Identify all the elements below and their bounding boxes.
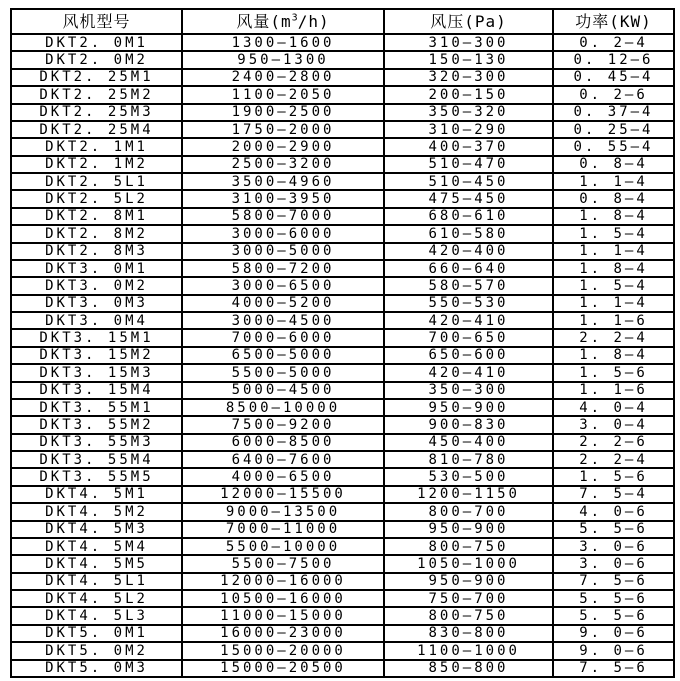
cell-pressure: 200—150 bbox=[384, 86, 553, 103]
cell-pressure: 580—570 bbox=[384, 277, 553, 294]
cell-power: 1. 1—6 bbox=[553, 382, 674, 399]
table-row bbox=[11, 156, 674, 173]
cell-power: 9. 0—6 bbox=[553, 625, 674, 642]
cell-pressure: 850—800 bbox=[384, 660, 553, 678]
cell-power: 1. 5—6 bbox=[553, 468, 674, 485]
cell-pressure: 800—700 bbox=[384, 503, 553, 520]
cell-power: 4. 0—4 bbox=[553, 399, 674, 416]
cell-pressure: 150—130 bbox=[384, 51, 553, 68]
table-body bbox=[11, 34, 674, 677]
cell-power: 0. 2—6 bbox=[553, 86, 674, 103]
table-row bbox=[11, 468, 674, 485]
cell-model: DKT3. 55M4 bbox=[11, 451, 182, 468]
cell-model: DKT2. 25M1 bbox=[11, 69, 182, 86]
cell-power: 7. 5—6 bbox=[553, 573, 674, 590]
cell-pressure: 510—450 bbox=[384, 173, 553, 190]
cell-model: DKT5. 0M1 bbox=[11, 625, 182, 642]
cell-volume: 3000—6500 bbox=[182, 277, 384, 294]
cell-model: DKT2. 8M2 bbox=[11, 225, 182, 242]
cell-volume: 1900—2500 bbox=[182, 104, 384, 121]
cell-volume: 1300—1600 bbox=[182, 34, 384, 51]
cell-model: DKT4. 5M2 bbox=[11, 503, 182, 520]
cell-power: 0. 55—4 bbox=[553, 138, 674, 155]
table-row bbox=[11, 243, 674, 260]
cell-model: DKT3. 0M4 bbox=[11, 312, 182, 329]
cell-volume: 1100—2050 bbox=[182, 86, 384, 103]
table-row bbox=[11, 364, 674, 381]
table-row bbox=[11, 555, 674, 572]
cell-volume: 8500—10000 bbox=[182, 399, 384, 416]
cell-power: 1. 8—4 bbox=[553, 260, 674, 277]
cell-power: 0. 25—4 bbox=[553, 121, 674, 138]
cell-model: DKT3. 0M3 bbox=[11, 295, 182, 312]
cell-pressure: 510—470 bbox=[384, 156, 553, 173]
cell-model: DKT4. 5M1 bbox=[11, 486, 182, 503]
table-row bbox=[11, 277, 674, 294]
cell-model: DKT2. 8M3 bbox=[11, 243, 182, 260]
cell-model: DKT4. 5L2 bbox=[11, 590, 182, 607]
cell-power: 1. 1—4 bbox=[553, 243, 674, 260]
table-row bbox=[11, 434, 674, 451]
cell-power: 0. 2—4 bbox=[553, 34, 674, 51]
cell-power: 5. 5—6 bbox=[553, 521, 674, 538]
cell-model: DKT4. 5L1 bbox=[11, 573, 182, 590]
fan-spec-table bbox=[10, 8, 675, 678]
table-row bbox=[11, 642, 674, 659]
table-row bbox=[11, 660, 674, 678]
cell-power: 0. 8—4 bbox=[553, 156, 674, 173]
cell-pressure: 320—300 bbox=[384, 69, 553, 86]
cell-pressure: 475—450 bbox=[384, 190, 553, 207]
table-row bbox=[11, 69, 674, 86]
cell-pressure: 400—370 bbox=[384, 138, 553, 155]
table-row bbox=[11, 486, 674, 503]
cell-power: 3. 0—6 bbox=[553, 538, 674, 555]
cell-pressure: 310—290 bbox=[384, 121, 553, 138]
table-row bbox=[11, 34, 674, 51]
table-row bbox=[11, 590, 674, 607]
cell-pressure: 750—700 bbox=[384, 590, 553, 607]
cell-pressure: 950—900 bbox=[384, 573, 553, 590]
cell-pressure: 650—600 bbox=[384, 347, 553, 364]
table-row bbox=[11, 538, 674, 555]
cell-model: DKT3. 15M3 bbox=[11, 364, 182, 381]
cell-pressure: 550—530 bbox=[384, 295, 553, 312]
table-row bbox=[11, 138, 674, 155]
header-volume bbox=[182, 9, 384, 34]
cell-model: DKT5. 0M2 bbox=[11, 642, 182, 659]
cell-volume: 3000—6000 bbox=[182, 225, 384, 242]
cell-pressure: 420—410 bbox=[384, 364, 553, 381]
cell-volume: 5500—10000 bbox=[182, 538, 384, 555]
table-row bbox=[11, 521, 674, 538]
cell-model: DKT4. 5M3 bbox=[11, 521, 182, 538]
cell-power: 3. 0—4 bbox=[553, 416, 674, 433]
cell-pressure: 530—500 bbox=[384, 468, 553, 485]
cell-model: DKT3. 15M4 bbox=[11, 382, 182, 399]
table-row bbox=[11, 451, 674, 468]
cell-model: DKT2. 1M2 bbox=[11, 156, 182, 173]
cell-pressure: 660—640 bbox=[384, 260, 553, 277]
cell-volume: 2500—3200 bbox=[182, 156, 384, 173]
cell-volume: 6500—5000 bbox=[182, 347, 384, 364]
header-volume-suffix: /h) bbox=[297, 11, 330, 31]
header-row bbox=[11, 9, 674, 34]
cell-power: 1. 5—4 bbox=[553, 277, 674, 294]
cell-power: 2. 2—4 bbox=[553, 451, 674, 468]
cell-power: 1. 1—4 bbox=[553, 295, 674, 312]
cell-model: DKT2. 25M3 bbox=[11, 104, 182, 121]
table-row bbox=[11, 295, 674, 312]
cell-volume: 15000—20500 bbox=[182, 660, 384, 678]
cell-pressure: 950—900 bbox=[384, 399, 553, 416]
cell-power: 1. 5—6 bbox=[553, 364, 674, 381]
cell-pressure: 800—750 bbox=[384, 607, 553, 624]
cell-volume: 16000—23000 bbox=[182, 625, 384, 642]
cell-power: 3. 0—6 bbox=[553, 555, 674, 572]
cell-pressure: 800—750 bbox=[384, 538, 553, 555]
cell-model: DKT3. 55M3 bbox=[11, 434, 182, 451]
cell-volume: 15000—20000 bbox=[182, 642, 384, 659]
header-model: 风机型号 bbox=[11, 9, 182, 34]
cell-pressure: 830—800 bbox=[384, 625, 553, 642]
table-row bbox=[11, 329, 674, 346]
header-power: 功率(KW) bbox=[553, 9, 674, 34]
cell-volume: 9000—13500 bbox=[182, 503, 384, 520]
cell-volume: 5800—7200 bbox=[182, 260, 384, 277]
table-row bbox=[11, 104, 674, 121]
cell-pressure: 950—900 bbox=[384, 521, 553, 538]
cell-volume: 6000—8500 bbox=[182, 434, 384, 451]
cell-model: DKT3. 55M2 bbox=[11, 416, 182, 433]
cell-power: 9. 0—6 bbox=[553, 642, 674, 659]
cell-pressure: 420—410 bbox=[384, 312, 553, 329]
cell-pressure: 1050—1000 bbox=[384, 555, 553, 572]
header-pressure: 风压(Pa) bbox=[384, 9, 553, 34]
table-row bbox=[11, 225, 674, 242]
table-row bbox=[11, 416, 674, 433]
cell-model: DKT2. 1M1 bbox=[11, 138, 182, 155]
cell-pressure: 900—830 bbox=[384, 416, 553, 433]
cell-volume: 7000—6000 bbox=[182, 329, 384, 346]
cell-volume: 4000—5200 bbox=[182, 295, 384, 312]
table-row bbox=[11, 208, 674, 225]
cell-model: DKT5. 0M3 bbox=[11, 660, 182, 678]
cell-volume: 5000—4500 bbox=[182, 382, 384, 399]
cell-model: DKT2. 8M1 bbox=[11, 208, 182, 225]
header-volume-prefix: 风量(m bbox=[236, 11, 292, 31]
cell-model: DKT2. 5L1 bbox=[11, 173, 182, 190]
cell-volume: 12000—16000 bbox=[182, 573, 384, 590]
cell-power: 2. 2—4 bbox=[553, 329, 674, 346]
table-row bbox=[11, 173, 674, 190]
cell-volume: 950—1300 bbox=[182, 51, 384, 68]
cell-power: 0. 12—6 bbox=[553, 51, 674, 68]
cell-volume: 4000—6500 bbox=[182, 468, 384, 485]
cell-model: DKT2. 5L2 bbox=[11, 190, 182, 207]
cell-volume: 12000—15500 bbox=[182, 486, 384, 503]
cell-power: 0. 8—4 bbox=[553, 190, 674, 207]
cell-volume: 2000—2900 bbox=[182, 138, 384, 155]
cell-volume: 3100—3950 bbox=[182, 190, 384, 207]
cell-power: 1. 8—4 bbox=[553, 347, 674, 364]
cell-volume: 5800—7000 bbox=[182, 208, 384, 225]
cell-model: DKT2. 0M1 bbox=[11, 34, 182, 51]
table-row bbox=[11, 86, 674, 103]
table-row bbox=[11, 625, 674, 642]
cell-power: 1. 1—4 bbox=[553, 173, 674, 190]
cell-model: DKT4. 5L3 bbox=[11, 607, 182, 624]
table-row bbox=[11, 312, 674, 329]
table-row bbox=[11, 51, 674, 68]
cell-power: 1. 5—4 bbox=[553, 225, 674, 242]
cell-model: DKT3. 55M1 bbox=[11, 399, 182, 416]
cell-pressure: 680—610 bbox=[384, 208, 553, 225]
table-row bbox=[11, 347, 674, 364]
cell-power: 7. 5—4 bbox=[553, 486, 674, 503]
cell-power: 0. 37—4 bbox=[553, 104, 674, 121]
cell-volume: 2400—2800 bbox=[182, 69, 384, 86]
cell-model: DKT3. 55M5 bbox=[11, 468, 182, 485]
cell-volume: 7500—9200 bbox=[182, 416, 384, 433]
table-row bbox=[11, 399, 674, 416]
cell-power: 7. 5—6 bbox=[553, 660, 674, 678]
cell-pressure: 420—400 bbox=[384, 243, 553, 260]
cell-volume: 11000—15000 bbox=[182, 607, 384, 624]
cell-model: DKT3. 0M2 bbox=[11, 277, 182, 294]
cell-model: DKT2. 0M2 bbox=[11, 51, 182, 68]
cell-power: 4. 0—6 bbox=[553, 503, 674, 520]
cell-pressure: 1200—1150 bbox=[384, 486, 553, 503]
cell-volume: 3000—5000 bbox=[182, 243, 384, 260]
cell-pressure: 1100—1000 bbox=[384, 642, 553, 659]
table-row bbox=[11, 503, 674, 520]
cell-power: 5. 5—6 bbox=[553, 607, 674, 624]
cell-volume: 5500—5000 bbox=[182, 364, 384, 381]
cell-model: DKT4. 5M4 bbox=[11, 538, 182, 555]
cell-power: 1. 8—4 bbox=[553, 208, 674, 225]
cell-pressure: 610—580 bbox=[384, 225, 553, 242]
header-volume-superscript: 3 bbox=[291, 12, 298, 24]
cell-volume: 10500—16000 bbox=[182, 590, 384, 607]
cell-power: 1. 1—6 bbox=[553, 312, 674, 329]
cell-pressure: 700—650 bbox=[384, 329, 553, 346]
table-row bbox=[11, 382, 674, 399]
table-row bbox=[11, 607, 674, 624]
table-row bbox=[11, 190, 674, 207]
cell-model: DKT4. 5M5 bbox=[11, 555, 182, 572]
table-row bbox=[11, 573, 674, 590]
cell-pressure: 350—300 bbox=[384, 382, 553, 399]
cell-power: 2. 2—6 bbox=[553, 434, 674, 451]
cell-model: DKT3. 15M2 bbox=[11, 347, 182, 364]
cell-power: 0. 45—4 bbox=[553, 69, 674, 86]
cell-pressure: 450—400 bbox=[384, 434, 553, 451]
cell-volume: 7000—11000 bbox=[182, 521, 384, 538]
cell-volume: 6400—7600 bbox=[182, 451, 384, 468]
table-row bbox=[11, 260, 674, 277]
cell-volume: 5500—7500 bbox=[182, 555, 384, 572]
cell-volume: 1750—2000 bbox=[182, 121, 384, 138]
cell-power: 5. 5—6 bbox=[553, 590, 674, 607]
cell-pressure: 810—780 bbox=[384, 451, 553, 468]
cell-pressure: 350—320 bbox=[384, 104, 553, 121]
table-row bbox=[11, 121, 674, 138]
cell-model: DKT2. 25M2 bbox=[11, 86, 182, 103]
cell-pressure: 310—300 bbox=[384, 34, 553, 51]
cell-model: DKT3. 15M1 bbox=[11, 329, 182, 346]
cell-volume: 3500—4960 bbox=[182, 173, 384, 190]
cell-model: DKT3. 0M1 bbox=[11, 260, 182, 277]
cell-model: DKT2. 25M4 bbox=[11, 121, 182, 138]
cell-volume: 3000—4500 bbox=[182, 312, 384, 329]
